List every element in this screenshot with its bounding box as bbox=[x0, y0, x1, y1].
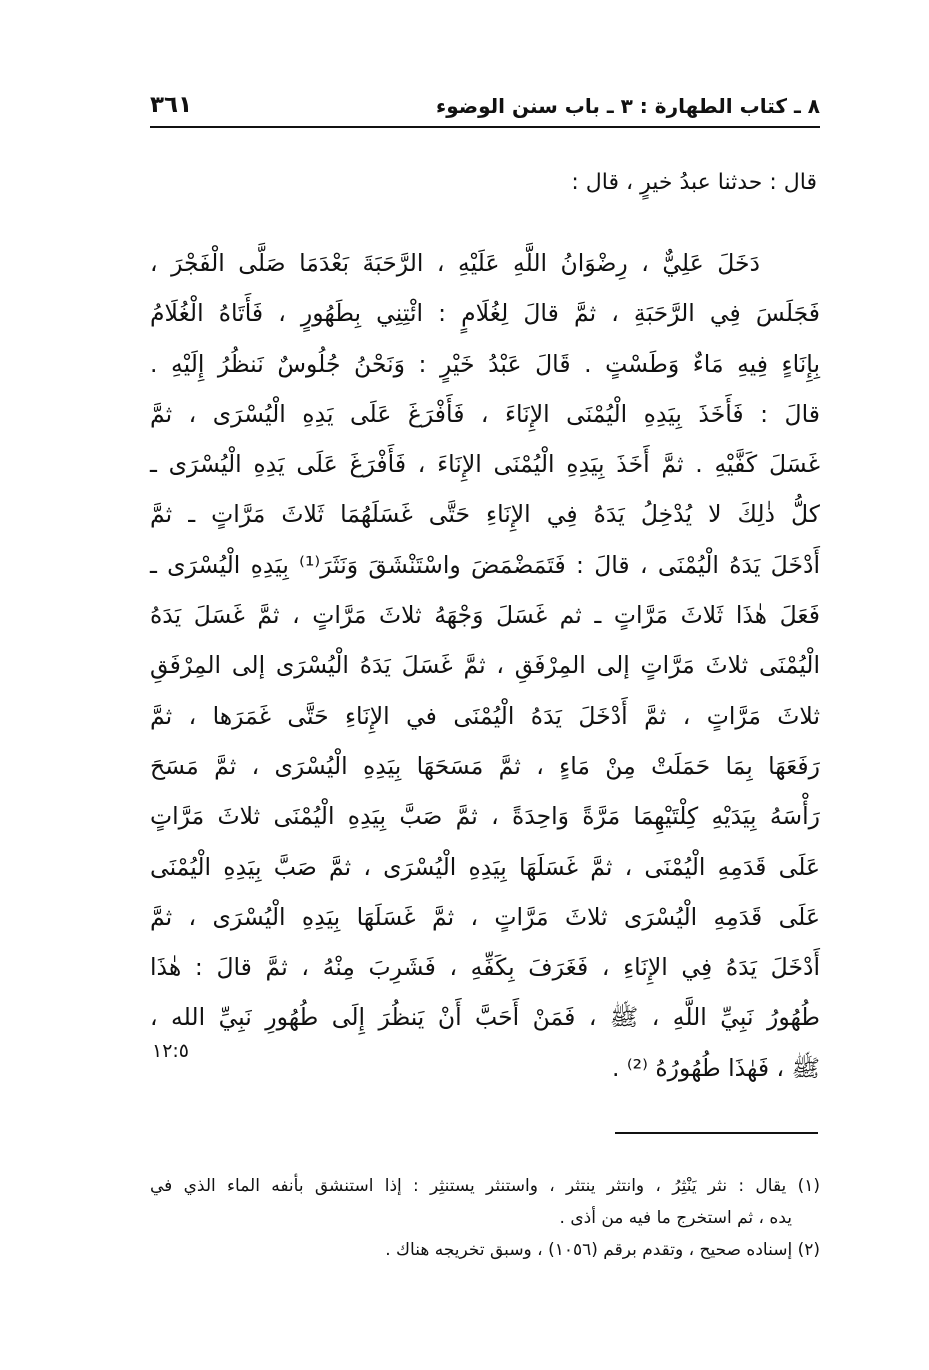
hadith-line: فَعَلَ هٰذَا ثَلاثَ مَرَّاتٍ ـ ثم غَسَلَ وَجْهَهُ ثلاثَ مَرَّاتٍ ، ثمَّ غَسَلَ يَدَهُ bbox=[150, 601, 820, 630]
hadith-line: الْيُمْنَى ثلاثَ مَرَّاتٍ إلى المِرْفَقِ ، ثمَّ غَسَلَ يَدَهُ الْيُسْرَى إلى المِرْفَقِ bbox=[150, 651, 820, 680]
isnad-line: قال : حدثنا عبدُ خيرٍ ، قال : bbox=[571, 170, 817, 195]
footnote-1 bbox=[150, 1170, 820, 1234]
hadith-line: بِإِنَاءٍ فِيهِ مَاءٌ وَطَسْتٍ . قَالَ عَبْدُ خَيْرٍ : وَنَحْنُ جُلُوسٌ نَنظُرُ إِلَيْهِ . bbox=[150, 349, 820, 378]
footnote-2 bbox=[150, 1234, 820, 1266]
page-header bbox=[150, 92, 820, 128]
hadith-text bbox=[150, 238, 820, 1093]
cross-reference: ١٢:٥ bbox=[152, 1040, 190, 1062]
hadith-line: عَلَى قَدَمِهِ الْيُسْرَى ثلاثَ مَرَّاتٍ ، ثمَّ غَسَلَهَا بِيَدِهِ الْيُسْرَى ، ثمَّ bbox=[150, 902, 820, 931]
hadith-line: فَجَلَسَ فِي الرَّحَبَةِ ، ثمَّ قالَ لِغُلَامٍ : ائْتِنِي بِطَهُورٍ ، فَأَتَاهُ الْغُلَامُ bbox=[150, 299, 820, 328]
footnote-divider bbox=[615, 1132, 818, 1134]
hadith-line: أَدْخَلَ يَدَهُ فِي الإِنَاءِ ، فَغَرَفَ بِكَفِّهِ ، فَشَرِبَ مِنْهُ ، ثمَّ قالَ : هٰذَا bbox=[150, 953, 820, 982]
footnote-line: (٢) إسناده صحيح ، وتقدم برقم (١٠٥٦) ، وسبق تخريجه هناك . bbox=[385, 1240, 820, 1260]
chapter-title: ٨ ـ كتاب الطهارة : ٣ ـ باب سنن الوضوء bbox=[435, 94, 820, 118]
hadith-line: طُهُورُ نَبِيِّ اللَّهِ ، ﷺ ، فَمَنْ أَحَبَّ أَنْ يَنظُرَ إِلَى طُهُورِ نَبِيِّ الله ، bbox=[150, 1003, 820, 1032]
footnote-line: (١) يقال : نثر يَنْثِرُ ، وانتثر ينتثر ، واستنثر يستنثِر : إذا استنشق بأنفه الماء الذي في bbox=[150, 1176, 820, 1196]
hadith-line: أَدْخَلَ يَدَهُ الْيُمْنَى ، قالَ : فَتَمَضْمَضَ واسْتَنْشَقَ وَنَثَرَ⁽¹⁾ بِيَدِهِ الْيُسْرَى ـ bbox=[150, 550, 821, 579]
hadith-line: كلُّ ذٰلِكَ لا يُدْخِلُ يَدَهُ فِي الإِنَاءِ حَتَّى غَسَلَهُمَا ثَلاثَ مَرَّاتٍ ـ ثمَّ bbox=[150, 500, 820, 529]
hadith-line: رَأْسَهُ بِيَدَيْهِ كِلْتَيْهِمَا مَرَّةً وَاحِدَةً ، ثمَّ صَبَّ بِيَدِهِ الْيُمْنَى ثلاثَ مَرَّاتٍ bbox=[150, 802, 820, 831]
hadith-line: غَسَلَ كَفَّيْهِ . ثمَّ أَخَذَ بِيَدِهِ الْيُمْنَى الإِنَاءَ ، فَأَفْرَغَ عَلَى يَدِهِ الْيُسْرَى ـ bbox=[150, 450, 820, 479]
hadith-line: ثلاثَ مَرَّاتٍ ، ثمَّ أَدْخَلَ يَدَهُ الْيُمْنَى في الإِنَاءِ حَتَّى غَمَرَها ، ثمَّ bbox=[150, 701, 820, 730]
page-number: ٣٦١ bbox=[150, 92, 193, 118]
footnote-line: يده ، ثم استخرج ما فيه من أذى . bbox=[559, 1208, 792, 1228]
hadith-line: قالَ : فَأَخَذَ بِيَدِهِ الْيُمْنَى الإِنَاءَ ، فَأَفْرَغَ عَلَى يَدِهِ الْيُسْرَى ، ثمَّ bbox=[150, 399, 820, 428]
hadith-line: دَخَلَ عَلِيٌّ ، رِضْوَانُ اللَّهِ عَلَيْهِ ، الرَّحَبَةَ بَعْدَمَا صَلَّى الْفَجْرَ ، bbox=[150, 249, 760, 277]
footnotes bbox=[150, 1170, 820, 1266]
hadith-line: عَلَى قَدَمِهِ الْيُمْنَى ، ثمَّ غَسَلَهَا بِيَدِهِ الْيُسْرَى ، ثمَّ صَبَّ بِيَدِهِ الْيُمْنَى bbox=[150, 852, 820, 881]
hadith-line: ﷺ ، فَهٰذَا طُهُورُهُ ⁽²⁾ . bbox=[611, 1053, 820, 1082]
hadith-line: رَفَعَهَا بِمَا حَمَلَتْ مِنْ مَاءٍ ، ثمَّ مَسَحَهَا بِيَدِهِ الْيُسْرَى ، ثمَّ مَسَحَ bbox=[150, 751, 820, 780]
